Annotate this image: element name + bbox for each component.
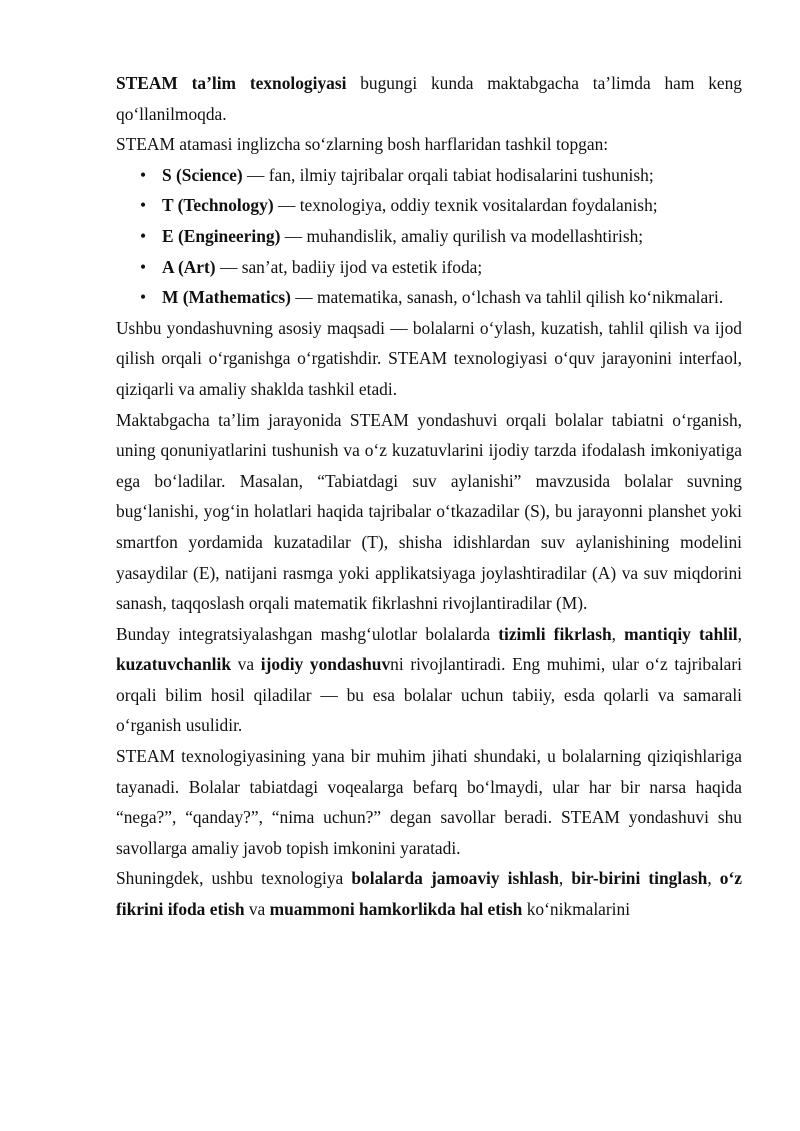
bold-term: ijodiy yondashuv	[260, 654, 391, 675]
bold-term: mantiqiy tahlil	[624, 623, 738, 644]
bullet-text: — matematika, sanash, o‘lchash va tahlil qilish ko‘nikmalari.	[290, 287, 724, 308]
bold-term: bir-birini tinglash	[571, 868, 708, 889]
bullet-item-engineering	[116, 221, 742, 252]
text-run: ,	[737, 623, 743, 644]
bullet-term: A (Art)	[162, 256, 216, 277]
bullet-text: — san’at, badiiy ijod va estetik ifoda;	[215, 256, 483, 277]
bullet-item-art	[116, 252, 742, 283]
bullet-icon: •	[140, 195, 147, 216]
bullet-item-technology	[116, 190, 742, 221]
text-run: Shuningdek, ushbu texnologiya	[116, 868, 352, 889]
bullet-icon: •	[140, 287, 147, 308]
text-run: ,	[707, 868, 720, 889]
bullet-term: S (Science)	[162, 164, 243, 185]
text-run: ,	[558, 868, 572, 889]
text-run: va	[231, 654, 261, 675]
text-run: ko‘nikmalarini	[522, 899, 631, 920]
bullet-item-mathematics	[116, 282, 742, 313]
bold-term: tizimli fikrlash	[498, 623, 612, 644]
example-paragraph: Maktabgacha ta’lim jarayonida STEAM yondashuvi orqali bolalar tabiatni o‘rganish, uning qonuniyatlarini tushunish va o‘z kuzatuvlarini ijodiy tarzda ifodalash imkoniyatiga ega bo‘ladilar. Masalan, “Tabiatdagi suv aylanishi” mavzusida bolalar suvning bug‘lanishi, yog‘in holatlari haqida tajribalar o‘tkazadilar (S), bu jarayonni planshet yoki smartfon yordamida kuzatadilar (T), shisha idishlardan suv aylanishining modelini yasaydilar (E), natijani rasmga yoki applikatsiyaga joylashtiradilar (A) va suv miqdorini sanash, taqqoslash orqali matematik fikrlashni rivojlantiradilar (M).	[116, 409, 742, 614]
bullet-item-science	[116, 160, 742, 191]
document-page	[116, 68, 742, 925]
teamwork-paragraph	[116, 863, 742, 924]
text-run: ,	[611, 623, 625, 644]
goal-paragraph: Ushbu yondashuvning asosiy maqsadi — bolalarni o‘ylash, kuzatish, tahlil qilish va ijod qilish orqali o‘rganishga o‘rgatishdir. STEAM texnologiyasi o‘quv jarayonini interfaol, qiziqarli va amaliy shaklda tashkil etadi.	[116, 317, 742, 399]
bullet-term: E (Engineering)	[162, 225, 281, 246]
bold-term: kuzatuvchanlik	[116, 654, 232, 675]
intro-title-bold: STEAM ta’lim texnologiyasi	[116, 73, 347, 93]
bullet-icon: •	[140, 225, 147, 246]
steam-bullet-list	[116, 160, 742, 313]
text-run: Bunday integratsiyalashgan mashg‘ulotlar bolalarda	[116, 623, 499, 644]
bullet-text: — muhandislik, amaliy qurilish va modellashtirish;	[280, 225, 644, 246]
bullet-text: — texnologiya, oddiy texnik vositalardan foydalanish;	[273, 195, 658, 216]
acronym-intro-paragraph: STEAM atamasi inglizcha so‘zlarning bosh harflaridan tashkil topgan:	[116, 134, 609, 155]
bullet-text: — fan, ilmiy tajribalar orqali tabiat hodisalarini tushunish;	[242, 164, 654, 185]
text-run: va	[244, 899, 270, 920]
bullet-term: M (Mathematics)	[162, 287, 291, 308]
curiosity-paragraph: STEAM texnologiyasining yana bir muhim jihati shundaki, u bolalarning qiziqishlariga tayanadi. Bolalar tabiatdagi voqealarga befarq bo‘lmaydi, ular har bir narsa haqida “nega?”, “qanday?”, “nima uchun?” degan savollar beradi. STEAM yondashuvi shu savollarga amaliy javob topish imkonini yaratadi.	[116, 746, 742, 858]
bold-term: muammoni hamkorlikda hal etish	[269, 899, 523, 920]
integration-paragraph	[116, 619, 742, 741]
bullet-term: T (Technology)	[162, 195, 274, 216]
bullet-icon: •	[140, 256, 147, 277]
bold-term: o‘z fikrini ifoda etish	[116, 868, 743, 920]
intro-paragraph	[116, 68, 742, 129]
text-run: ni rivojlantiradi. Eng muhimi, ular o‘z tajribalari orqali bilim hosil qiladilar — bu esa bolalar uchun tabiiy, esda qolarli va samarali o‘rganish usulidir.	[116, 654, 742, 736]
bullet-icon: •	[140, 164, 147, 185]
intro-title-rest: bugungi kunda maktabgacha ta’limda ham keng qo‘llanilmoqda.	[116, 73, 742, 124]
bold-term: bolalarda jamoaviy ishlash	[351, 868, 559, 889]
